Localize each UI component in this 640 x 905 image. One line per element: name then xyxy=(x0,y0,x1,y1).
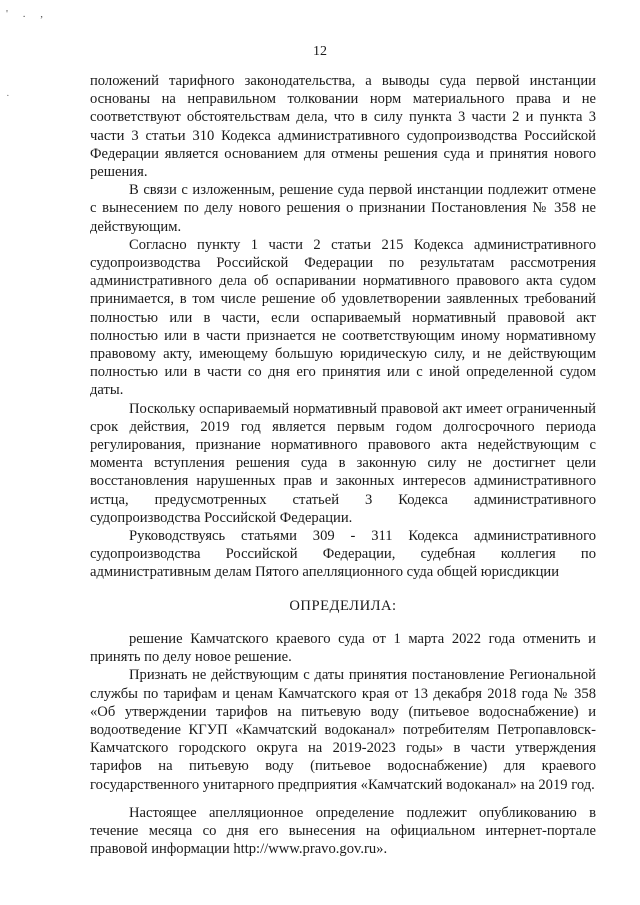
page-number: 12 xyxy=(313,44,327,59)
paragraph: Поскольку оспариваемый нормативный правовой акт имеет ограниченный срок действия, 2019 год является первым годом долгосрочного периода регулирования, признание нормативного правового акта недействующим с момента вступления решения суда в законную силу не достигнет цели восстановления нарушенных прав и законных интересов административного истца, предусмотренных статьей 3 Кодекса административного судопроизводства Российской Федерации. xyxy=(90,400,596,526)
decision-paragraph: Настоящее апелляционное определение подлежит опубликованию в течение месяца со дня его вынесения на официальном интернет-портале правовой информации http://www.pravo.gov.ru». xyxy=(90,804,596,858)
paragraph: В связи с изложенным, решение суда первой инстанции подлежит отмене с вынесением по делу нового решения о признании Постановления № 358 не действующим. xyxy=(90,182,596,235)
scan-artifact: ' . , xyxy=(6,8,49,20)
document-body xyxy=(90,72,596,858)
decision-heading: ОПРЕДЕЛИЛА: xyxy=(289,597,397,614)
decision-paragraph: Признать не действующим с даты принятия постановление Региональной службы по тарифам и ценам Камчатского края от 13 декабря 2018 года № 358 «Об утверждении тарифов на питьевую воду (питьевое водоснабжение) и водоотведение КГУП «Камчатский водоканал» потребителям Петропавловск-Камчатского городского округа на 2019-2023 годы» в части утверждения тарифов на питьевую воду (питьевое водоснабжение) для краевого государственного унитарного предприятия «Камчатский водоканал» на 2019 год. xyxy=(90,667,596,793)
paragraph: Руководствуясь статьями 309 - 311 Кодекса административного судопроизводства Российской Федерации, судебная коллегия по административным делам Пятого апелляционного суда общей юрисдикции xyxy=(90,528,596,581)
paragraph: положений тарифного законодательства, а выводы суда первой инстанции основаны на неправильном толковании норм материального права и не соответствуют обстоятельствам дела, что в силу пункта 3 части 2 и пункта 3 части 3 статьи 310 Кодекса административного судопроизводства Российской Федерации является основанием для отмены решения суда и принятия нового решения. xyxy=(90,73,596,181)
paragraph: Согласно пункту 1 части 2 статьи 215 Кодекса административного судопроизводства Российской Федерации по результатам рассмотрения административного дела об оспаривании нормативного правового акта судом принимается, в том числе решение об удовлетворении заявленных требований полностью или в части, если оспариваемый нормативный правовой акт полностью или в части признается не соответствующим иному нормативному правовому акту, имеющему большую юридическую силу, и не действующим полностью или в части со дня его принятия или с иной определенной судом даты. xyxy=(90,236,596,399)
scan-artifact: · xyxy=(6,90,10,102)
decision-paragraph: решение Камчатского краевого суда от 1 марта 2022 года отменить и принять по делу новое решение. xyxy=(90,630,596,666)
